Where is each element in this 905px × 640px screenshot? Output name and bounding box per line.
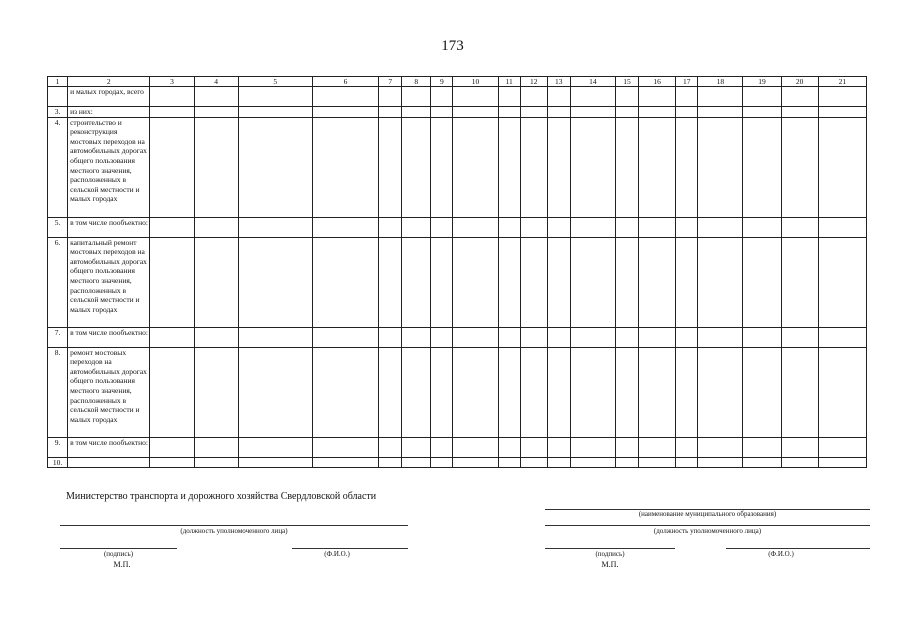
table-cell bbox=[238, 117, 312, 217]
table-cell bbox=[615, 237, 638, 327]
table-cell bbox=[194, 217, 238, 237]
table-row bbox=[48, 347, 867, 437]
row-label: строительство и реконструкция мостовых переходов на автомобильных дорогах общего пользования местного значения, расположенных в сельской местности и малых городах bbox=[68, 117, 150, 217]
table-cell bbox=[547, 237, 570, 327]
column-header: 5 bbox=[238, 77, 312, 87]
table-cell bbox=[453, 117, 498, 217]
table-cell bbox=[194, 327, 238, 347]
table-cell bbox=[194, 347, 238, 437]
table-cell bbox=[453, 107, 498, 118]
table-cell bbox=[498, 457, 520, 468]
table-cell bbox=[570, 437, 615, 457]
stamp-place-right: М.П. bbox=[601, 560, 619, 569]
table-cell bbox=[818, 87, 866, 107]
table-cell bbox=[570, 87, 615, 107]
table-cell bbox=[520, 87, 547, 107]
row-label: из них: bbox=[68, 107, 150, 118]
row-label bbox=[68, 457, 150, 468]
column-header: 13 bbox=[547, 77, 570, 87]
table-cell bbox=[150, 87, 194, 107]
table-cell bbox=[639, 217, 676, 237]
column-header: 2 bbox=[68, 77, 150, 87]
row-number: 10. bbox=[48, 457, 68, 468]
table-row bbox=[48, 237, 867, 327]
table-cell bbox=[547, 347, 570, 437]
column-header: 9 bbox=[431, 77, 453, 87]
table-cell bbox=[676, 107, 698, 118]
row-number: 3. bbox=[48, 107, 68, 118]
table-cell bbox=[781, 217, 818, 237]
table-cell bbox=[676, 437, 698, 457]
table-row bbox=[48, 217, 867, 237]
table-cell bbox=[150, 457, 194, 468]
table-cell bbox=[312, 87, 378, 107]
table-cell bbox=[312, 107, 378, 118]
table-cell bbox=[615, 347, 638, 437]
column-header: 1 bbox=[48, 77, 68, 87]
table-cell bbox=[312, 237, 378, 327]
table-cell bbox=[150, 117, 194, 217]
table-cell bbox=[639, 457, 676, 468]
table-row bbox=[48, 457, 867, 468]
table-cell bbox=[402, 217, 431, 237]
table-cell bbox=[743, 117, 781, 217]
table-cell bbox=[150, 347, 194, 437]
page-number: 173 bbox=[441, 38, 464, 54]
table-cell bbox=[743, 457, 781, 468]
row-label: и малых городах, всего bbox=[68, 87, 150, 107]
table-cell bbox=[698, 347, 743, 437]
row-label: в том числе пообъектно: bbox=[68, 327, 150, 347]
table-cell bbox=[431, 107, 453, 118]
table-cell bbox=[615, 217, 638, 237]
column-header: 14 bbox=[570, 77, 615, 87]
table-cell bbox=[743, 237, 781, 327]
table-cell bbox=[238, 87, 312, 107]
table-cell bbox=[615, 437, 638, 457]
table-cell bbox=[453, 327, 498, 347]
table-cell bbox=[743, 347, 781, 437]
table-cell bbox=[194, 437, 238, 457]
column-header: 6 bbox=[312, 77, 378, 87]
column-header: 15 bbox=[615, 77, 638, 87]
table-cell bbox=[818, 327, 866, 347]
table-cell bbox=[676, 87, 698, 107]
column-header: 18 bbox=[698, 77, 743, 87]
table-cell bbox=[639, 87, 676, 107]
table-cell bbox=[312, 327, 378, 347]
table-cell bbox=[238, 457, 312, 468]
column-header: 4 bbox=[194, 77, 238, 87]
table-cell bbox=[402, 327, 431, 347]
table-cell bbox=[639, 347, 676, 437]
table-cell bbox=[238, 237, 312, 327]
table-cell bbox=[431, 347, 453, 437]
column-header: 20 bbox=[781, 77, 818, 87]
table-cell bbox=[150, 107, 194, 118]
table-cell bbox=[818, 457, 866, 468]
table-cell bbox=[379, 87, 402, 107]
row-number: 6. bbox=[48, 237, 68, 327]
table-cell bbox=[312, 437, 378, 457]
table-cell bbox=[570, 117, 615, 217]
table-cell bbox=[743, 87, 781, 107]
table-cell bbox=[639, 437, 676, 457]
table-cell bbox=[150, 237, 194, 327]
position-caption-left: (должность уполномоченного лица) bbox=[180, 527, 288, 535]
table-cell bbox=[676, 457, 698, 468]
table-cell bbox=[781, 107, 818, 118]
table-cell bbox=[379, 437, 402, 457]
table-cell bbox=[194, 107, 238, 118]
table-cell bbox=[520, 107, 547, 118]
table-row bbox=[48, 87, 867, 107]
table-cell bbox=[818, 117, 866, 217]
table-cell bbox=[238, 327, 312, 347]
table-cell bbox=[818, 107, 866, 118]
row-label: в том числе пообъектно: bbox=[68, 437, 150, 457]
column-header: 12 bbox=[520, 77, 547, 87]
column-header: 16 bbox=[639, 77, 676, 87]
table-cell bbox=[743, 107, 781, 118]
table-cell bbox=[402, 457, 431, 468]
table-cell bbox=[570, 327, 615, 347]
table-cell bbox=[818, 237, 866, 327]
table-cell bbox=[520, 117, 547, 217]
row-number: 7. bbox=[48, 327, 68, 347]
table-cell bbox=[698, 327, 743, 347]
signature-caption-left: (подпись) bbox=[103, 550, 134, 558]
table-cell bbox=[431, 237, 453, 327]
row-label: ремонт мостовых переходов на автомобильных дорогах общего пользования местного значения, расположенных в сельской местности и малых городах bbox=[68, 347, 150, 437]
table-cell bbox=[379, 347, 402, 437]
table-cell bbox=[570, 347, 615, 437]
fio-caption-right: (Ф.И.О.) bbox=[768, 550, 794, 558]
signature-line-right bbox=[545, 548, 675, 549]
table-cell bbox=[547, 217, 570, 237]
table-row bbox=[48, 437, 867, 457]
table-cell bbox=[818, 217, 866, 237]
municipality-caption: (наименование муниципального образования) bbox=[638, 510, 777, 518]
table-cell bbox=[453, 217, 498, 237]
table-cell bbox=[781, 327, 818, 347]
table-cell bbox=[431, 87, 453, 107]
table-cell bbox=[498, 217, 520, 237]
table-cell bbox=[453, 347, 498, 437]
table-cell bbox=[150, 217, 194, 237]
signature-caption-right: (подпись) bbox=[595, 550, 625, 558]
table-cell bbox=[498, 437, 520, 457]
table-cell bbox=[698, 217, 743, 237]
signature-line-left bbox=[60, 548, 177, 549]
table-cell bbox=[194, 87, 238, 107]
table-row bbox=[48, 117, 867, 217]
table-cell bbox=[431, 327, 453, 347]
table-cell bbox=[698, 117, 743, 217]
table-cell bbox=[676, 117, 698, 217]
position-caption-right: (должность уполномоченного лица) bbox=[653, 527, 762, 535]
table-cell bbox=[698, 457, 743, 468]
table-cell bbox=[781, 87, 818, 107]
table-cell bbox=[194, 237, 238, 327]
row-number: 8. bbox=[48, 347, 68, 437]
table-cell bbox=[676, 347, 698, 437]
table-cell bbox=[453, 237, 498, 327]
table-cell bbox=[781, 347, 818, 437]
table-cell bbox=[379, 327, 402, 347]
table-cell bbox=[402, 117, 431, 217]
table-cell bbox=[431, 457, 453, 468]
row-number: 4. bbox=[48, 117, 68, 217]
table-cell bbox=[639, 327, 676, 347]
table-cell bbox=[498, 237, 520, 327]
table-cell bbox=[743, 327, 781, 347]
column-header: 8 bbox=[402, 77, 431, 87]
table-cell bbox=[547, 457, 570, 468]
table-cell bbox=[402, 107, 431, 118]
column-header: 7 bbox=[379, 77, 402, 87]
report-table bbox=[47, 76, 867, 468]
table-cell bbox=[379, 457, 402, 468]
table-cell bbox=[431, 117, 453, 217]
table-cell bbox=[781, 457, 818, 468]
table-cell bbox=[498, 327, 520, 347]
column-header: 21 bbox=[818, 77, 866, 87]
table-row bbox=[48, 327, 867, 347]
column-header: 19 bbox=[743, 77, 781, 87]
row-label: капитальный ремонт мостовых переходов на автомобильных дорогах общего пользования местного значения, расположенных в сельской местности и малых городах bbox=[68, 237, 150, 327]
table-cell bbox=[547, 107, 570, 118]
table-cell bbox=[379, 237, 402, 327]
ministry-name: Министерство транспорта и дорожного хозяйства Свердловской области bbox=[66, 491, 377, 502]
table-cell bbox=[520, 347, 547, 437]
table-cell bbox=[743, 217, 781, 237]
table-cell bbox=[379, 217, 402, 237]
table-cell bbox=[781, 117, 818, 217]
table-cell bbox=[150, 327, 194, 347]
table-cell bbox=[520, 237, 547, 327]
column-header: 10 bbox=[453, 77, 498, 87]
fio-line-left bbox=[292, 548, 408, 549]
table-cell bbox=[520, 217, 547, 237]
table-cell bbox=[615, 117, 638, 217]
table-cell bbox=[676, 327, 698, 347]
table-cell bbox=[676, 217, 698, 237]
table-cell bbox=[698, 107, 743, 118]
table-cell bbox=[453, 87, 498, 107]
column-header: 17 bbox=[676, 77, 698, 87]
column-header: 11 bbox=[498, 77, 520, 87]
table-cell bbox=[676, 237, 698, 327]
table-cell bbox=[238, 107, 312, 118]
table-cell bbox=[615, 457, 638, 468]
row-label: в том числе пообъектно: bbox=[68, 217, 150, 237]
table-cell bbox=[570, 457, 615, 468]
table-cell bbox=[312, 457, 378, 468]
table-cell bbox=[520, 457, 547, 468]
table-cell bbox=[312, 217, 378, 237]
table-cell bbox=[639, 117, 676, 217]
stamp-place-left: М.П. bbox=[113, 560, 131, 569]
table-cell bbox=[498, 347, 520, 437]
table-cell bbox=[698, 87, 743, 107]
table-cell bbox=[781, 237, 818, 327]
table-cell bbox=[312, 347, 378, 437]
table-cell bbox=[698, 437, 743, 457]
position-line-right bbox=[545, 525, 870, 526]
table-cell bbox=[402, 237, 431, 327]
table-cell bbox=[547, 87, 570, 107]
table-cell bbox=[570, 217, 615, 237]
table-cell bbox=[379, 117, 402, 217]
table-cell bbox=[547, 327, 570, 347]
table-cell bbox=[194, 457, 238, 468]
table-cell bbox=[570, 107, 615, 118]
fio-line-right bbox=[726, 548, 870, 549]
table-cell bbox=[453, 437, 498, 457]
table-cell bbox=[431, 217, 453, 237]
table-cell bbox=[402, 347, 431, 437]
table-header-row bbox=[48, 77, 867, 87]
row-number bbox=[48, 87, 68, 107]
table-cell bbox=[379, 107, 402, 118]
table-cell bbox=[498, 117, 520, 217]
table-cell bbox=[431, 437, 453, 457]
table-cell bbox=[570, 237, 615, 327]
table-cell bbox=[615, 107, 638, 118]
table-cell bbox=[639, 237, 676, 327]
position-line-left bbox=[60, 525, 408, 526]
table-cell bbox=[402, 437, 431, 457]
row-number: 9. bbox=[48, 437, 68, 457]
table-cell bbox=[520, 327, 547, 347]
table-cell bbox=[743, 437, 781, 457]
table-cell bbox=[402, 87, 431, 107]
fio-caption-left: (Ф.И.О.) bbox=[324, 550, 350, 558]
table-cell bbox=[698, 237, 743, 327]
table-cell bbox=[818, 347, 866, 437]
row-number: 5. bbox=[48, 217, 68, 237]
table-cell bbox=[312, 117, 378, 217]
table-cell bbox=[781, 437, 818, 457]
table-cell bbox=[520, 437, 547, 457]
table-cell bbox=[615, 327, 638, 347]
table-cell bbox=[547, 437, 570, 457]
table-cell bbox=[150, 437, 194, 457]
column-header: 3 bbox=[150, 77, 194, 87]
table-cell bbox=[498, 87, 520, 107]
table-cell bbox=[818, 437, 866, 457]
table-cell bbox=[615, 87, 638, 107]
table-row bbox=[48, 107, 867, 118]
table-cell bbox=[547, 117, 570, 217]
table-cell bbox=[639, 107, 676, 118]
table-cell bbox=[498, 107, 520, 118]
table-cell bbox=[453, 457, 498, 468]
table-cell bbox=[238, 347, 312, 437]
table-cell bbox=[238, 437, 312, 457]
table-cell bbox=[238, 217, 312, 237]
table-cell bbox=[194, 117, 238, 217]
